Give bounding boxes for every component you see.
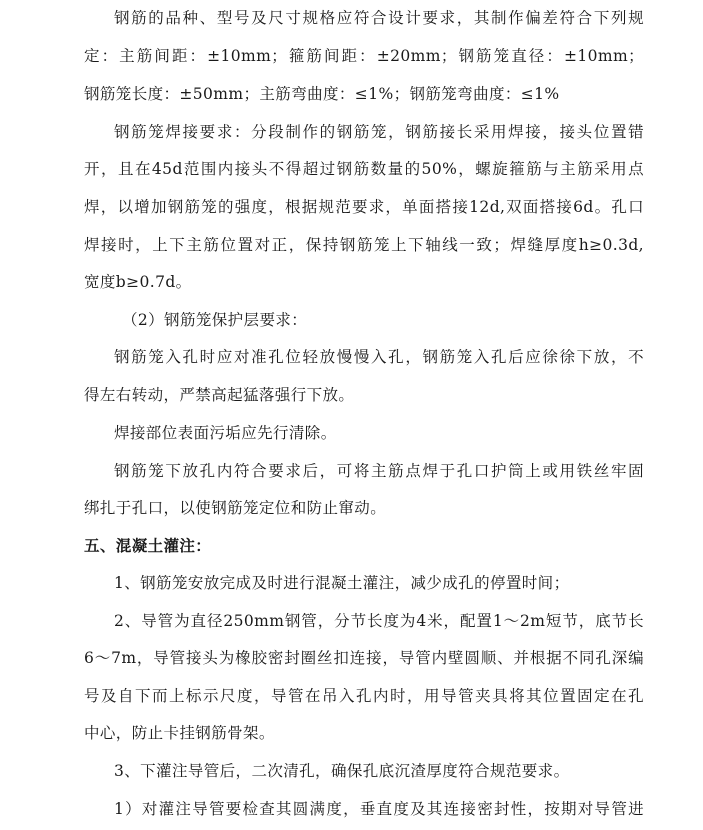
list-item: 1、钢筋笼安放完成及时进行混凝土灌注，减少成孔的停置时间； <box>114 574 570 592</box>
list-item: 2、导管为直径250mm钢管，分节长度为4米，配置1～2m短节，底节长 <box>114 612 644 630</box>
paragraph-line: 焊接时，上下主筋位置对正，保持钢筋笼上下轴线一致；焊缝厚度h≥0.3d, <box>84 236 644 254</box>
paragraph-line: 开，且在45d范围内接头不得超过钢筋数量的50%，螺旋箍筋与主筋采用点 <box>84 160 644 178</box>
paragraph-line: 钢筋的品种、型号及尺寸规格应符合设计要求，其制作偏差符合下列规 <box>114 9 644 27</box>
paragraph-line: 钢筋笼焊接要求：分段制作的钢筋笼，钢筋接长采用焊接，接头位置错 <box>114 123 644 141</box>
list-item: 1）对灌注导管要检查其圆满度，垂直度及其连接密封性，按期对导管进 <box>114 800 644 818</box>
paragraph-line: 绑扎于孔口，以使钢筋笼定位和防止窜动。 <box>84 499 387 517</box>
paragraph-line: 钢筋笼下放孔内符合要求后，可将主筋点焊于孔口护筒上或用铁丝牢固 <box>114 462 644 480</box>
paragraph-line: 焊接部位表面污垢应先行清除。 <box>114 424 337 442</box>
paragraph-line: 得左右转动，严禁高起猛落强行下放。 <box>84 386 355 404</box>
paragraph-line: 钢筋笼入孔时应对准孔位轻放慢慢入孔，钢筋笼入孔后应徐徐下放，不 <box>114 348 644 366</box>
list-item: 3、下灌注导管后，二次清孔，确保孔底沉渣厚度符合规范要求。 <box>114 762 570 780</box>
section-heading: 五、混凝土灌注： <box>84 537 212 555</box>
paragraph-line: 钢筋笼长度：±50mm；主筋弯曲度：≤1%；钢筋笼弯曲度：≤1% <box>84 85 560 103</box>
paragraph-line: 定：主筋间距：±10mm；箍筋间距：±20mm；钢筋笼直径：±10mm； <box>84 47 644 65</box>
paragraph-line: 宽度b≥0.7d。 <box>84 273 192 291</box>
paragraph-line: 焊，以增加钢筋笼的强度，根据规范要求，单面搭接12d,双面搭接6d。孔口 <box>84 198 644 216</box>
paragraph-line: 中心，防止卡挂钢筋骨架。 <box>84 724 275 742</box>
paragraph-line: 6～7m，导管接头为橡胶密封圈丝扣连接，导管内壁圆顺、并根据不同孔深编 <box>84 649 644 667</box>
subsection-title: （2）钢筋笼保护层要求： <box>122 311 308 329</box>
paragraph-line: 号及自下而上标示尺度，导管在吊入孔内时，用导管夹具将其位置固定在孔 <box>84 687 644 705</box>
